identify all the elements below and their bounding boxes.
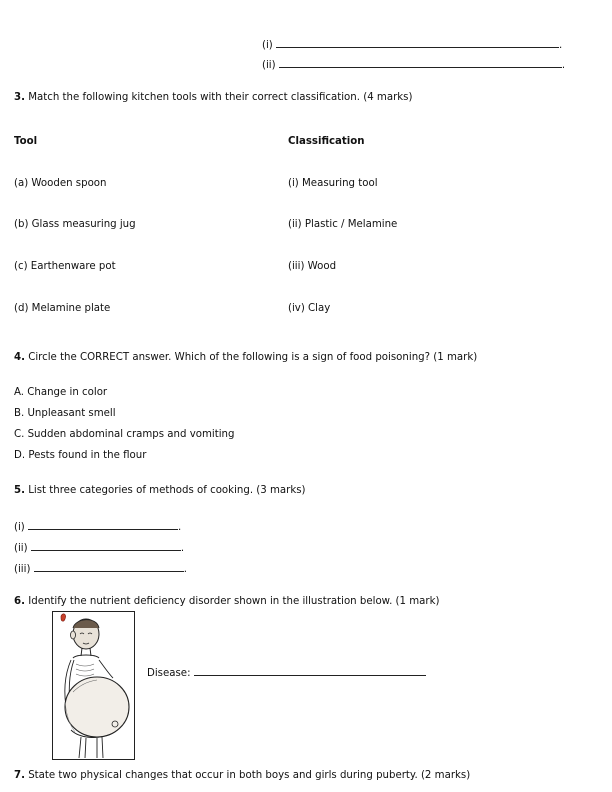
- option-c[interactable]: C. Sudden abdominal cramps and vomiting: [14, 429, 235, 440]
- tool-item: (d) Melamine plate: [14, 303, 111, 314]
- question-text: Match the following kitchen tools with their correct classification. (4 marks): [28, 92, 413, 103]
- question-number: 5.: [14, 485, 25, 496]
- question-number: 3.: [14, 92, 25, 103]
- option-a[interactable]: A. Change in color: [14, 387, 108, 398]
- answer-blank[interactable]: [276, 38, 559, 48]
- question-3: [14, 92, 412, 103]
- answer-label: (i): [262, 40, 273, 51]
- question-text: List three categories of methods of cooking. (3 marks): [28, 485, 306, 496]
- answer-line-ii[interactable]: (ii) .: [14, 543, 185, 554]
- answer-blank[interactable]: [28, 520, 178, 530]
- answer-label: (iii): [14, 564, 31, 575]
- answer-label: (ii): [14, 543, 28, 554]
- disease-blank[interactable]: [194, 666, 426, 676]
- prev-answer-line-i[interactable]: (i) .: [262, 40, 563, 51]
- tool-item: (a) Wooden spoon: [14, 178, 107, 189]
- prev-answer-line-ii[interactable]: (ii) .: [262, 60, 566, 71]
- question-number: 6.: [14, 596, 25, 607]
- column-header-tool: Tool: [14, 136, 38, 147]
- answer-line-iii[interactable]: (iii) .: [14, 564, 187, 575]
- child-illustration-image: [53, 612, 134, 759]
- question-text: State two physical changes that occur in both boys and girls during puberty. (2 marks): [28, 770, 471, 781]
- classification-item: (iii) Wood: [288, 261, 337, 272]
- tool-item: (c) Earthenware pot: [14, 261, 116, 272]
- column-header-classification: Classification: [288, 136, 365, 147]
- tool-item: (b) Glass measuring jug: [14, 219, 136, 230]
- classification-item: (i) Measuring tool: [288, 178, 378, 189]
- question-text: Circle the CORRECT answer. Which of the following is a sign of food poisoning? (1 mark): [28, 352, 478, 363]
- answer-blank[interactable]: [279, 58, 562, 68]
- classification-item: (ii) Plastic / Melamine: [288, 219, 398, 230]
- answer-line-i[interactable]: (i) .: [14, 522, 182, 533]
- answer-blank[interactable]: [31, 541, 181, 551]
- question-text: Identify the nutrient deficiency disorder shown in the illustration below. (1 mark): [28, 596, 440, 607]
- question-4: [14, 352, 477, 363]
- classification-item: (iv) Clay: [288, 303, 331, 314]
- question-6: [14, 596, 439, 607]
- deficiency-illustration: [52, 611, 135, 760]
- answer-label: (i): [14, 522, 25, 533]
- option-d[interactable]: D. Pests found in the flour: [14, 450, 147, 461]
- option-b[interactable]: B. Unpleasant smell: [14, 408, 116, 419]
- question-7: [14, 770, 470, 781]
- disease-answer[interactable]: [147, 666, 426, 679]
- answer-label: (ii): [262, 60, 276, 71]
- question-number: 7.: [14, 770, 25, 781]
- answer-blank[interactable]: [34, 562, 184, 572]
- question-number: 4.: [14, 352, 25, 363]
- disease-label: Disease:: [147, 668, 191, 679]
- question-5: [14, 485, 306, 496]
